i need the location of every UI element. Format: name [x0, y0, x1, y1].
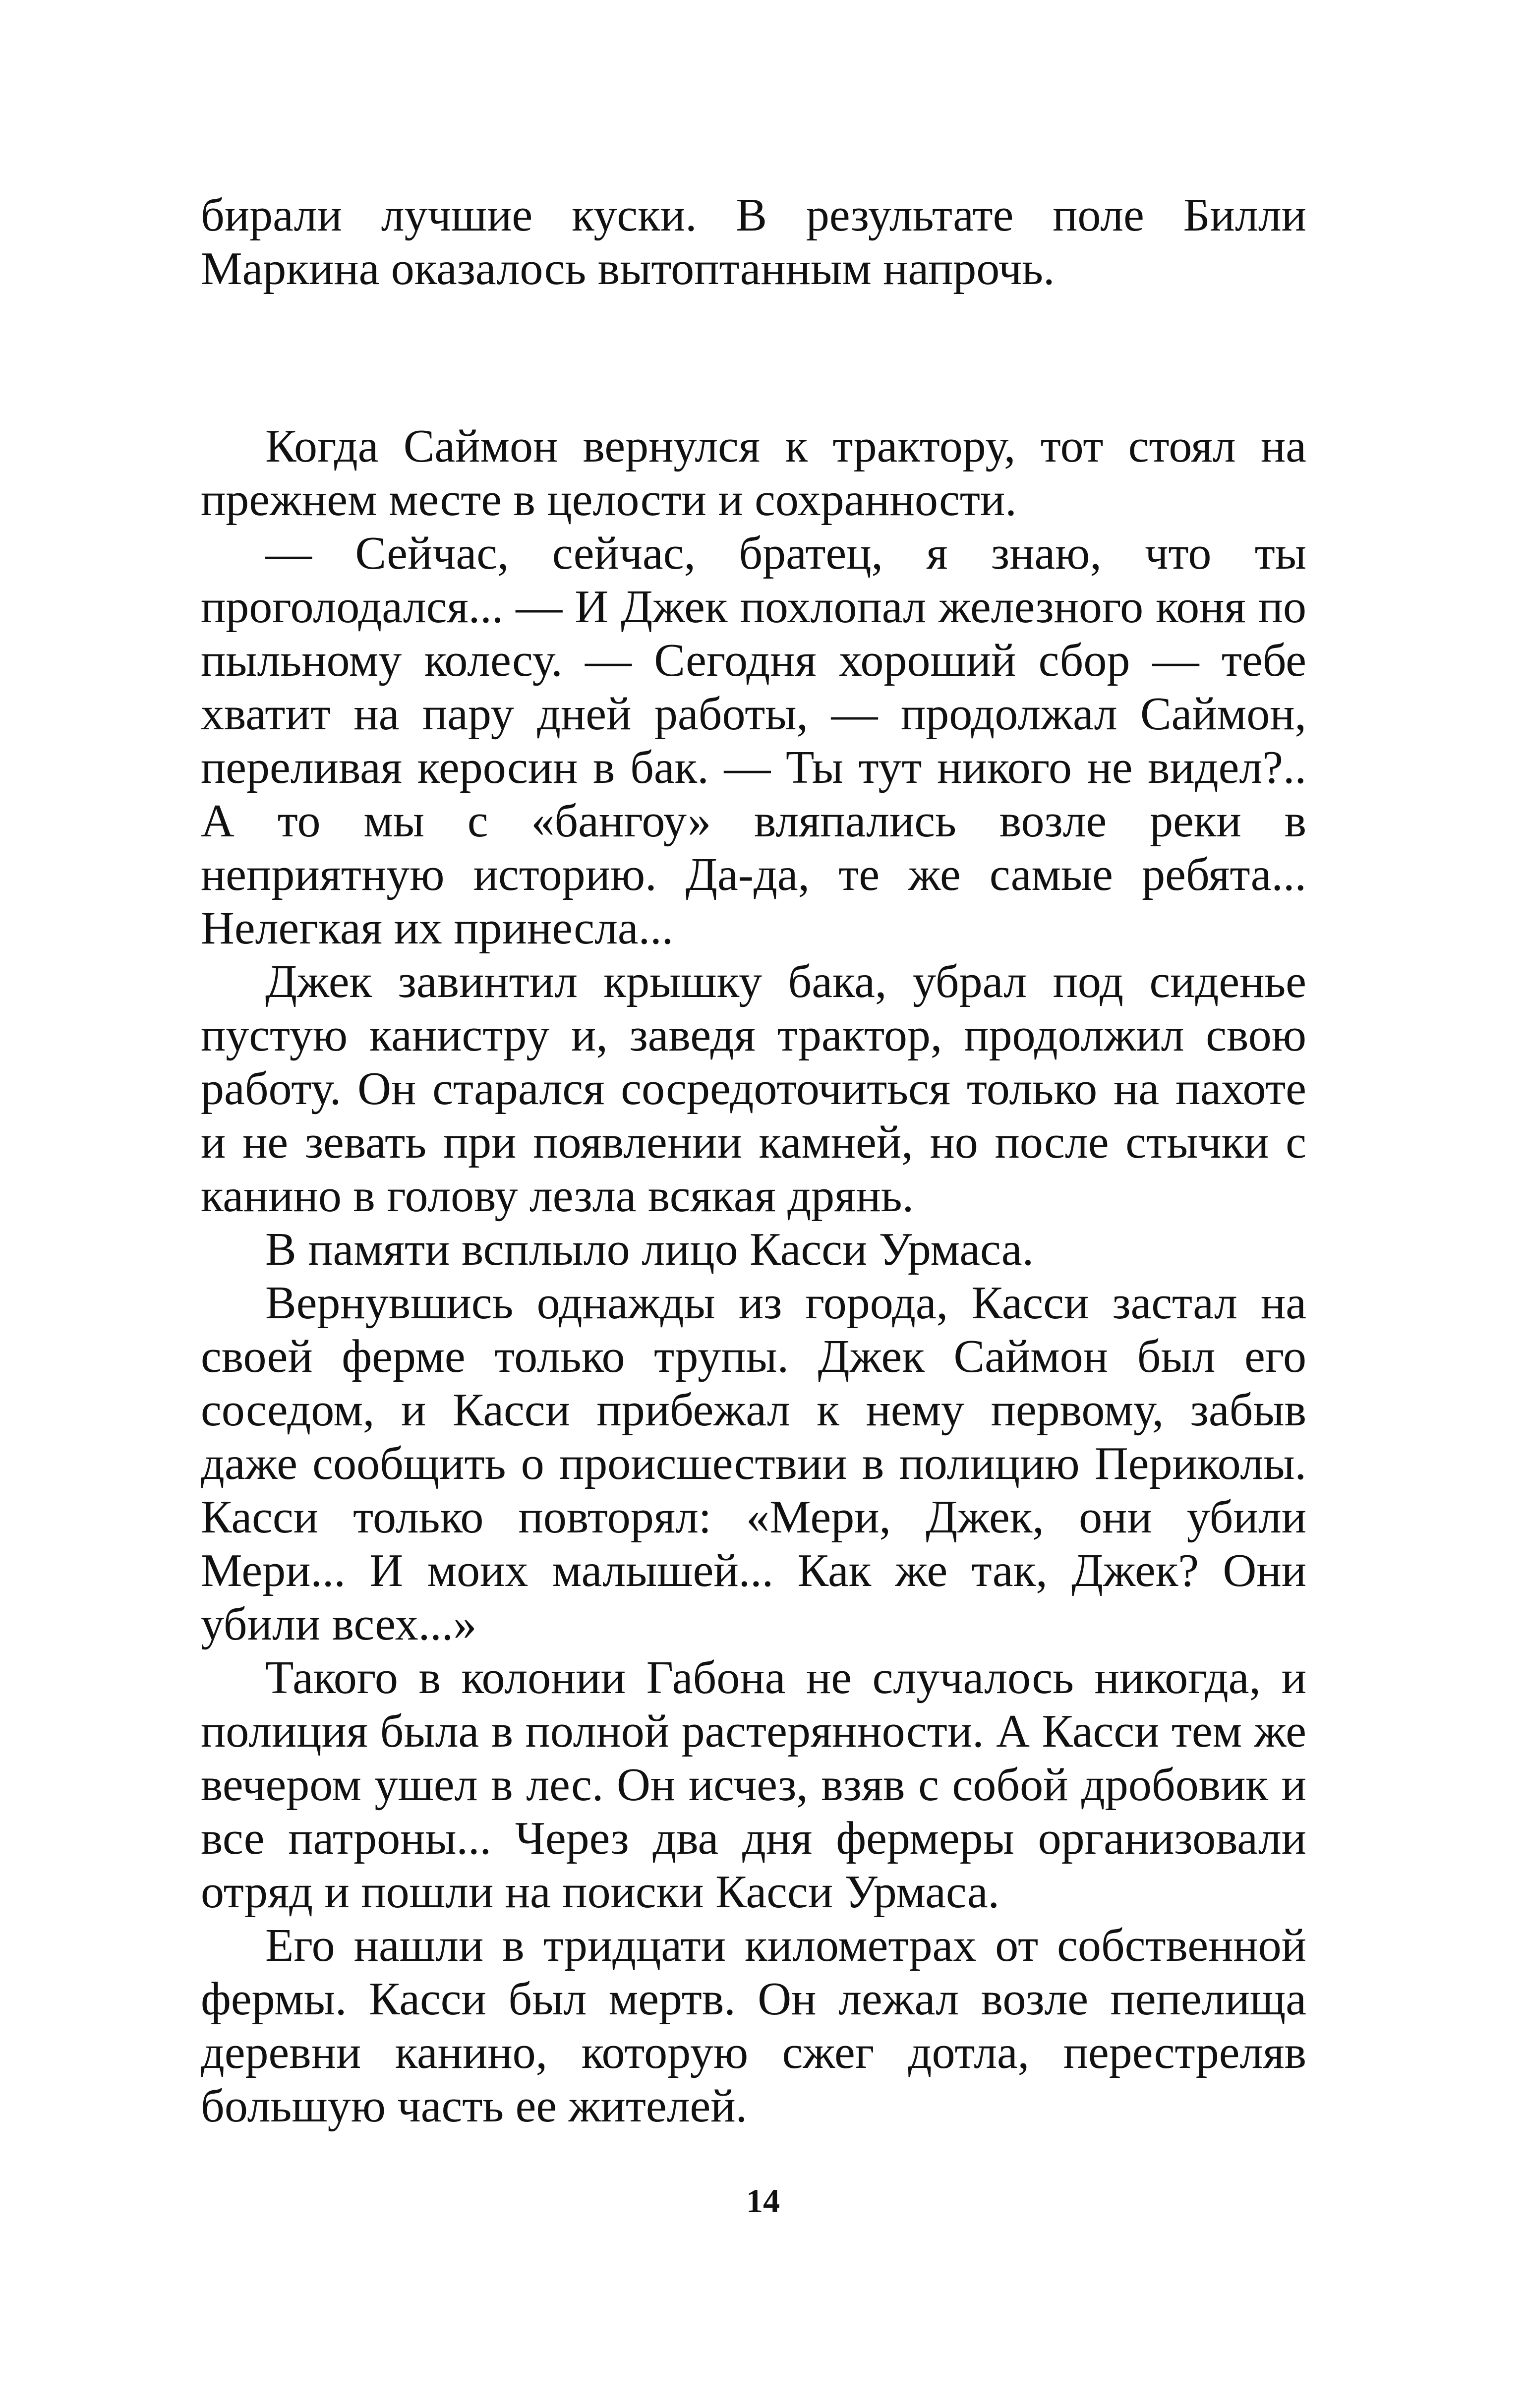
paragraph: Джек завинтил крышку бака, убрал под сиденье пустую канистру и, заведя трактор, продолжил свою работу. Он старался сосредоточиться только на пахоте и не зевать при появлении камней, но после стычки с канино в голову лезла всякая дрянь. [201, 956, 1306, 1222]
paragraph: Вернувшись однажды из города, Касси застал на своей ферме только трупы. Джек Саймон был его соседом, и Касси прибежал к нему первому, забыв даже сообщить о происшествии в полицию Периколы. Касси только повторял: «Мери, Джек, они убили Мери... И моих малышей... Как же так, Джек? Они убили всех...» [201, 1277, 1306, 1650]
page-number: 14 [746, 2182, 780, 2220]
section-break [201, 295, 1306, 419]
paragraph: В памяти всплыло лицо Касси Урмаса. [265, 1224, 1034, 1275]
paragraph: Его нашли в тридцати километрах от собственной фермы. Касси был мертв. Он лежал возле пепелища деревни канино, которую сжег дотла, перестреляв большую часть ее жителей. [201, 1920, 1306, 2132]
paragraph-dialogue: — Сейчас, сейчас, братец, я знаю, что ты проголодался... — И Джек похлопал железного коня по пыльному колесу. — Сегодня хороший сбор — тебе хватит на пару дней работы, — продолжал Саймон, переливая керосин в бак. — Ты тут никого не видел?.. А то мы с «бангоу» вляпались возле реки в неприятную историю. Да-да, те же самые ребята... Нелегкая их принесла... [201, 528, 1306, 954]
paragraph-continued: бирали лучшие куски. В результате поле Билли Маркина оказалось вытоптанным напрочь. [201, 189, 1306, 294]
paragraph: Когда Саймон вернулся к трактору, тот стоял на прежнем месте в целости и сохранности. [201, 420, 1306, 526]
page-text [201, 188, 1306, 2133]
paragraph: Такого в колонии Габона не случалось никогда, и полиция была в полной растерянности. А Касси тем же вечером ушел в лес. Он исчез, взяв с собой дробовик и все патроны... Через два дня фермеры организовали отряд и пошли на поиски Касси Урмаса. [201, 1652, 1306, 1918]
